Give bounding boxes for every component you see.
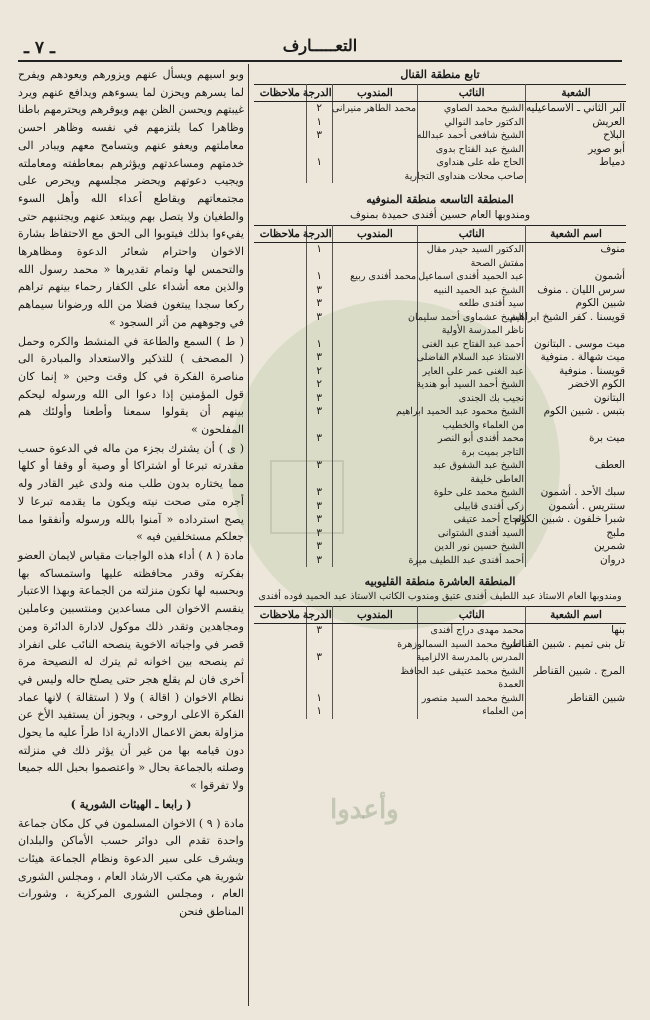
article-paragraph: مادة ( ٩ ) الاخوان المسلمون في كل مكان جماعة واحدة تقدم الى دوائر حسب الأماكن والبلدان ويشرف على سير الدعوة ونظام الجماعة هيئات شورية هي مكتب الارشاد العام ، ومجلس الشورى العام ، ومجلس الشورى المركزية ، وشورات المناطق فنحن xyxy=(18,816,244,919)
table-row xyxy=(254,116,626,130)
notes-cell xyxy=(254,459,306,473)
deputy-cell: الشيخ محمد السيد منصور xyxy=(418,692,526,706)
notes-cell xyxy=(254,554,306,568)
delegate-cell xyxy=(332,324,418,338)
degree-cell: ٣ xyxy=(306,513,332,527)
col-deputy: النائب xyxy=(418,85,526,102)
delegate-cell: محمد أفندى ربيع xyxy=(332,270,418,284)
branch-cell: تل بنى تميم . شبين القناطر xyxy=(507,637,625,650)
deputy-cell: عبد الحميد أفندى اسماعيل xyxy=(418,271,525,282)
table-row xyxy=(254,473,626,487)
notes-cell xyxy=(254,513,306,527)
notes-cell xyxy=(254,243,306,257)
degree-cell: ٣ xyxy=(306,297,332,311)
article-paragraph: ( ط ) السمع والطاعة في المنشط والكره وحمل ( المصحف ) للتذكير والاستعداد والمبادرة الى مناصرة الفكرة في كل وقت وحين « إنما كان قول المؤمنين إذا دعوا الى الله ورسوله ليحكم بينهم أن يقولوا سمعنا وأطعنا وأولئك هم المفلحون » xyxy=(18,334,244,437)
branch-cell: الكوم الاخضر xyxy=(526,378,626,392)
branches-listing xyxy=(254,64,626,1006)
degree-cell: ٢ xyxy=(306,102,332,116)
degree-cell: ٣ xyxy=(306,392,332,406)
notes-cell xyxy=(254,156,306,170)
degree-cell: ٣ xyxy=(306,284,332,298)
col-delegate: المندوب xyxy=(332,226,418,243)
article-text-column xyxy=(18,66,244,1006)
table-row xyxy=(254,297,626,311)
deputy-cell: الشيخ محمود عبد الحميد ابراهيم xyxy=(395,406,525,417)
delegate-cell: محمد الطاهر منيرانى xyxy=(331,103,417,114)
notes-cell xyxy=(254,297,306,311)
deputy-cell: الدكتور السيد حيدر مقال xyxy=(418,243,526,257)
deputy-cell: سيد أفندى طلعه xyxy=(418,297,526,311)
delegate-cell xyxy=(332,378,418,392)
table-row xyxy=(254,486,626,500)
notes-cell xyxy=(254,624,306,638)
branch-cell: ميت شهالة . منوفية xyxy=(526,351,626,365)
degree-cell: ١ xyxy=(306,116,332,130)
deputy-cell: العمدة xyxy=(418,678,526,692)
table-row xyxy=(254,338,626,352)
deputy-cell: الحاج أحمد عتيقى xyxy=(418,513,526,527)
deputy-cell: الشيخ أحمد السيد أبو هندية xyxy=(416,379,525,390)
notes-cell xyxy=(254,351,306,365)
delegate-cell xyxy=(332,624,418,638)
table-row xyxy=(254,527,626,541)
delegate-cell xyxy=(332,338,418,352)
delegate-cell xyxy=(332,678,418,692)
deputy-cell: أحمد عبد الفتاح عبد الغنى xyxy=(418,338,526,352)
table-row xyxy=(254,540,626,554)
branch-cell: شبرا خلفون . شبين الكوم xyxy=(514,513,625,525)
deputy-cell: الشيخ محمد السيد السمالوزهرة xyxy=(397,638,525,650)
deputy-cell: المدرس بالمدرسة الالزامية xyxy=(416,652,525,663)
deputy-cell: الشيخ شافعى أحمد عبدالله xyxy=(416,130,525,141)
col-deputy: النائب xyxy=(418,607,526,624)
deputy-cell: الشيخ محمد الصاوي xyxy=(418,102,526,116)
branches-table-menoufia xyxy=(254,225,626,567)
degree-cell: ٢ xyxy=(306,365,332,379)
degree-cell: ٣ xyxy=(306,624,332,638)
notes-cell xyxy=(254,432,306,446)
article-paragraph: ( رابعا ـ الهيئات الشورية ) xyxy=(70,797,192,811)
branch-cell xyxy=(526,473,626,487)
delegate-cell xyxy=(332,500,418,514)
article-paragraph: وبو اسيهم ويسأل عنهم ويزورهم ويعودهم ويفرح لما يسرهم ويحزن لما يسوءهم ويدافع عنهم ويرد غيبتهم ويحسن الظن بهم ويوقرهم ويحترمهم باطنا وظاهرا كما يلتزمهم في نفسه وظاهر احسن معاملتهم ويعفو عنهم ويتسامح معهم ويبادر الى خدمتهم ومساعدتهم ويؤثرهم بمعاطفته ومعاملته ويجيب دعوتهم ويحضر مجلسهم ويحرص على مجتمعاتهم ويقاطع أعداء الله وأهل السوء والطغيان ولا يتصل بهم ويبتعد عنهم ويجتنبهم حتى يفيءوا بذلك فيتوبوا الى الحق مع الاحتفاظ بشارة الاخوان واحترام شعائر الدعوة ومظاهرها والتحمس لها وتمام تقديرها « محمد رسول الله والذين معه أشداء على الكفار رحماء بينهم تراهم ركعا سجدا يبتغون فضلا من الله ورضوانا سيماهم في وجوههم من أثر السجود » xyxy=(18,68,244,329)
section-title: المنطقة العاشرة منطقة القليوبيه xyxy=(364,575,516,588)
deputy-cell: ناظر المدرسة الأولية xyxy=(418,324,526,338)
table-row xyxy=(254,513,626,527)
delegate-cell xyxy=(332,243,418,257)
delegate-cell xyxy=(332,513,418,527)
branch-cell: قويسنا . منوفية xyxy=(526,365,626,379)
degree-cell: ١ xyxy=(306,243,332,257)
column-divider xyxy=(248,64,249,1006)
notes-cell xyxy=(254,378,306,392)
branch-cell: العطف xyxy=(526,459,626,473)
notes-cell xyxy=(254,678,306,692)
table-row xyxy=(254,143,626,157)
branch-cell: البلاح xyxy=(526,129,626,143)
table-row xyxy=(254,651,626,665)
table-row xyxy=(254,459,626,473)
branch-cell: سرس الليان . منوف xyxy=(526,284,626,298)
table-row xyxy=(254,378,626,392)
article-paragraph: ( ى ) أن يشترك بجزء من ماله في الدعوة حسب مقدرته تبرعا أو اشتراكا أو وصية أو وقفا أو كلها مما يختاره بدون طلب منه ولدى غير القادر وله أجره متى صحت نيته ويكون ما يقدمه تبرعا لا يصح استرداده « آمنوا بالله ورسوله وأنفقوا مما جعلكم مستخلفين فيه » xyxy=(18,441,244,544)
delegate-cell xyxy=(332,651,418,665)
page-header xyxy=(18,36,622,62)
deputy-cell: صاحب محلات هنداوى التجارية xyxy=(404,170,525,182)
notes-cell xyxy=(254,129,306,143)
table-row xyxy=(254,257,626,271)
degree-cell: ٣ xyxy=(306,486,332,500)
branch-cell: قويسنا . كفر الشيخ ابراهيم xyxy=(509,310,625,323)
section-title: المنطقة التاسعه منطقة المنوفيه xyxy=(366,193,514,206)
notes-cell xyxy=(254,143,306,157)
delegate-cell xyxy=(332,365,418,379)
branch-cell: منوف xyxy=(526,243,626,257)
deputy-cell: الشيخ حسين نور الدين xyxy=(418,540,526,554)
col-degree: الدرجة xyxy=(306,85,332,102)
delegate-cell xyxy=(332,311,418,325)
branch-cell: ميت موسى . البتانون xyxy=(526,338,626,352)
notes-cell xyxy=(254,540,306,554)
deputy-cell: نجيب بك الجندى xyxy=(418,392,526,406)
notes-cell xyxy=(254,638,306,652)
delegate-cell xyxy=(332,705,418,719)
branch-cell xyxy=(526,257,626,271)
degree-cell: ٢ xyxy=(306,378,332,392)
table-row xyxy=(254,102,626,116)
notes-cell xyxy=(254,365,306,379)
section-title: تابع منطقة القنال xyxy=(400,68,480,81)
table-row xyxy=(254,284,626,298)
table-row xyxy=(254,705,626,719)
notes-cell xyxy=(254,170,306,184)
branches-table-canal xyxy=(254,84,626,183)
notes-cell xyxy=(254,651,306,665)
col-delegate: المندوب xyxy=(332,85,418,102)
table-row xyxy=(254,405,626,419)
degree-cell: ٣ xyxy=(306,540,332,554)
table-row xyxy=(254,665,626,679)
deputy-cell: الشيخ محمد على حلوة xyxy=(418,486,526,500)
delegate-cell xyxy=(332,351,418,365)
branch-cell: شبين الكوم xyxy=(526,297,626,311)
delegate-cell xyxy=(332,297,418,311)
branch-cell: ملبج xyxy=(526,527,626,541)
degree-cell xyxy=(306,446,332,460)
delegate-cell xyxy=(332,486,418,500)
col-degree: الدرجة xyxy=(306,607,332,624)
delegate-cell xyxy=(332,692,418,706)
table-row xyxy=(254,365,626,379)
page-number: ـ ٧ ـ xyxy=(24,38,55,58)
degree-cell: ٣ xyxy=(306,500,332,514)
table-row xyxy=(254,624,626,638)
delegate-cell xyxy=(332,129,418,143)
col-deputy: النائب xyxy=(418,226,526,243)
deputy-cell: الشيخ عبد الشفوق عبد xyxy=(418,459,526,473)
degree-cell: ١ xyxy=(306,270,332,284)
notes-cell xyxy=(254,102,306,116)
degree-cell: ٣ xyxy=(306,405,332,419)
col-degree: الدرجة xyxy=(306,226,332,243)
degree-cell xyxy=(306,143,332,157)
section-subtitle: ومندوبها العام الاستاذ عبد اللطيف أفندى عتيق ومندوب الكاتب الاستاذ عبد الحميد فوده أفندى xyxy=(258,591,622,602)
table-row xyxy=(254,243,626,257)
branches-table-qalyubia xyxy=(254,606,626,719)
table-row xyxy=(254,270,626,284)
notes-cell xyxy=(254,338,306,352)
degree-cell xyxy=(306,419,332,433)
notes-cell xyxy=(254,705,306,719)
branch-cell: سنتريس . أشمون xyxy=(526,500,626,514)
col-branch: اسم الشعبة xyxy=(526,607,626,624)
notes-cell xyxy=(254,692,306,706)
table-row xyxy=(254,324,626,338)
delegate-cell xyxy=(332,116,418,130)
branch-cell: دمياط xyxy=(526,156,626,170)
degree-cell xyxy=(306,324,332,338)
table-row xyxy=(254,156,626,170)
deputy-cell: الحاج طه على هنداوى xyxy=(418,156,526,170)
degree-cell: ٣ xyxy=(306,651,332,665)
deputy-cell: الشيخ محمد عتيقى عبد الحافظ xyxy=(400,665,525,677)
degree-cell xyxy=(306,678,332,692)
notes-cell xyxy=(254,116,306,130)
branch-cell: العريش xyxy=(526,116,626,130)
col-branch: الشعبة xyxy=(526,85,626,102)
notes-cell xyxy=(254,405,306,419)
deputy-cell: من العلماء والخطيب xyxy=(418,419,526,433)
notes-cell xyxy=(254,392,306,406)
deputy-cell: أحمد أفندى عبد اللطيف ميرة xyxy=(408,554,525,566)
delegate-cell xyxy=(332,143,418,157)
delegate-cell xyxy=(332,284,418,298)
col-notes: ملاحظات xyxy=(254,85,306,102)
degree-cell: ٣ xyxy=(306,351,332,365)
degree-cell: ٣ xyxy=(306,459,332,473)
delegate-cell xyxy=(332,156,418,170)
degree-cell xyxy=(306,638,332,652)
branch-cell: أبو صوير xyxy=(526,143,626,157)
branch-cell: بتبس . شبين الكوم xyxy=(526,405,626,419)
delegate-cell xyxy=(332,554,418,568)
degree-cell xyxy=(306,170,332,184)
table-row xyxy=(254,419,626,433)
branch-cell: بنها xyxy=(526,624,626,638)
delegate-cell xyxy=(332,446,418,460)
notes-cell xyxy=(254,527,306,541)
branch-cell xyxy=(526,651,626,665)
delegate-cell xyxy=(332,257,418,271)
deputy-cell: محمد أفندى أبو النصر xyxy=(418,432,526,446)
degree-cell: ١ xyxy=(306,338,332,352)
branch-cell xyxy=(526,324,626,338)
degree-cell xyxy=(306,257,332,271)
table-row xyxy=(254,638,626,652)
table-row xyxy=(254,129,626,143)
branch-cell: دروان xyxy=(526,554,626,568)
branch-cell: المرج . شبين القناطر xyxy=(526,665,626,679)
branch-cell: شبين القناطر xyxy=(526,692,626,706)
deputy-cell: الشيخ عشماوى أحمد سليمان xyxy=(407,311,525,323)
deputy-cell: العاطى خليفة xyxy=(418,473,526,487)
table-row xyxy=(254,500,626,514)
deputy-cell: من العلماء xyxy=(418,705,526,719)
section-subtitle: ومندوبها العام حسين أفندى حميدة بمنوف xyxy=(349,209,531,221)
table-row xyxy=(254,446,626,460)
branch-cell: سبك الأحد . أشمون xyxy=(526,486,626,500)
degree-cell: ٣ xyxy=(306,554,332,568)
branch-cell xyxy=(526,419,626,433)
branch-cell: ميت برة xyxy=(526,432,626,446)
table-row xyxy=(254,678,626,692)
notes-cell xyxy=(254,284,306,298)
deputy-cell: الاستاذ عبد السلام الفاضلى xyxy=(416,352,525,363)
degree-cell xyxy=(306,665,332,679)
table-row xyxy=(254,351,626,365)
notes-cell xyxy=(254,486,306,500)
branch-cell: البتانون xyxy=(526,392,626,406)
col-notes: ملاحظات xyxy=(254,607,306,624)
notes-cell xyxy=(254,419,306,433)
delegate-cell xyxy=(332,540,418,554)
notes-cell xyxy=(254,324,306,338)
degree-cell: ٣ xyxy=(306,311,332,325)
delegate-cell xyxy=(332,459,418,473)
deputy-cell: زكى أفندى قابيلى xyxy=(418,500,526,514)
deputy-cell: السيد أفندى الشتوانى xyxy=(418,527,526,541)
notes-cell xyxy=(254,500,306,514)
deputy-cell: مفتش الصحة xyxy=(418,257,526,271)
delegate-cell xyxy=(332,419,418,433)
deputy-cell: الشيخ عبد الحميد النبيه xyxy=(418,284,526,298)
notes-cell xyxy=(254,446,306,460)
table-row xyxy=(254,692,626,706)
notes-cell xyxy=(254,270,306,284)
notes-cell xyxy=(254,311,306,325)
table-row xyxy=(254,554,626,568)
branch-cell: البر الثاني ـ الاسماعيليه xyxy=(525,102,625,114)
watermark-text: وأعدوا xyxy=(330,795,399,825)
notes-cell xyxy=(254,257,306,271)
table-row xyxy=(254,170,626,184)
branch-cell xyxy=(526,170,626,184)
table-row xyxy=(254,432,626,446)
delegate-cell xyxy=(332,527,418,541)
col-branch: اسم الشعبة xyxy=(526,226,626,243)
degree-cell xyxy=(306,473,332,487)
degree-cell: ١ xyxy=(306,156,332,170)
notes-cell xyxy=(254,665,306,679)
branch-cell xyxy=(526,705,626,719)
delegate-cell xyxy=(332,432,418,446)
branch-cell: شمرين xyxy=(526,540,626,554)
degree-cell: ١ xyxy=(306,705,332,719)
deputy-cell: محمد مهدى دراج أفندى xyxy=(418,624,526,638)
delegate-cell xyxy=(332,473,418,487)
delegate-cell xyxy=(332,392,418,406)
degree-cell: ٣ xyxy=(306,527,332,541)
journal-title: التعـــــارف xyxy=(282,36,358,55)
article-paragraph: مادة ( ٨ ) أداء هذه الواجبات مقياس لايمان العضو بفكرته وقدر محافظته عليها واستمساكه بها وبحسبه لها تكون منزلته من الجماعة وبهذا الاعتبار ينقسم الاخوان الى مساعدين ومنتسبين وعاملين ومجاهدين وتقدر ذلك موكول لادارة الدائرة ومن قصر في واجباته الاخوية ينصحه النائب على انفراد ثم ينصحه بين اخوانه ثم يترك له النصيحة مرة أخرى فان لم يقلع هجر حتى يصلح حاله وليس في نظام الاخوان ( اقالة ) ولا ( استقالة ) لانها عماد الفكرة الاعلى اروحى ، ويجوز أن يستفيد الأخ عن مزاولة بعض الاعمال الادارية اذا طرأ عليه ما يحول دون قيامه بها من غير أن يؤثر ذلك في منزلته وصلته بالجماعة بحال « واعتصموا بحبل الله جميعا ولا تفرقوا » xyxy=(18,548,244,793)
col-delegate: المندوب xyxy=(332,607,418,624)
table-row xyxy=(254,392,626,406)
branch-cell: أشمون xyxy=(526,270,626,284)
branch-cell xyxy=(526,678,626,692)
col-notes: ملاحظات xyxy=(254,226,306,243)
notes-cell xyxy=(254,473,306,487)
degree-cell: ٣ xyxy=(306,432,332,446)
deputy-cell: الشيخ عبد الفتاح بدوى xyxy=(418,143,526,157)
degree-cell: ٣ xyxy=(306,129,332,143)
table-row xyxy=(254,311,626,325)
deputy-cell: التاجر بميت برة xyxy=(418,446,526,460)
degree-cell: ١ xyxy=(306,692,332,706)
deputy-cell: الدكتور حامد النوالي xyxy=(418,116,526,130)
deputy-cell: عبد الغنى عمر على العاير xyxy=(418,365,526,379)
branch-cell xyxy=(526,446,626,460)
